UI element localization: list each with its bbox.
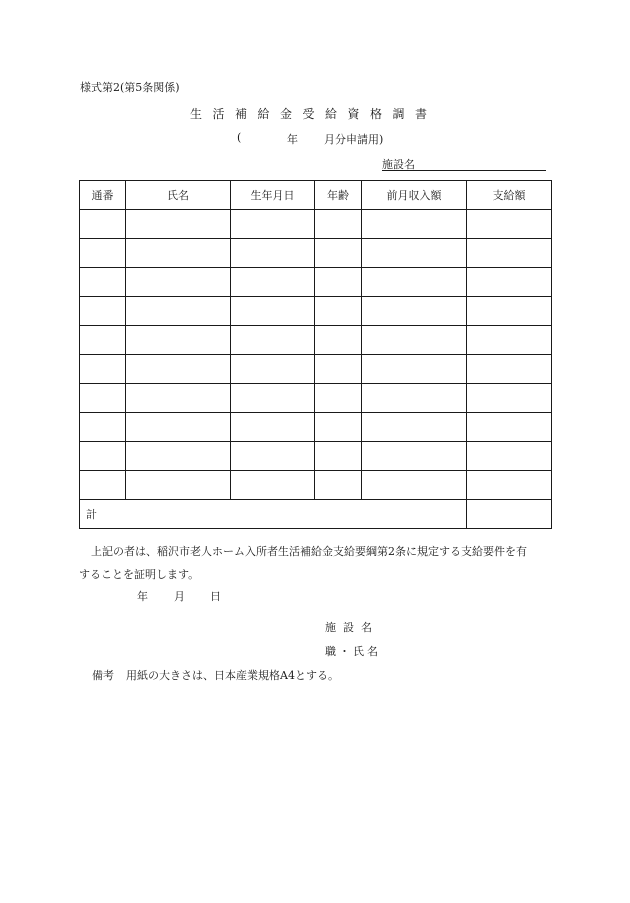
total-row [80,500,552,529]
col-header-birthdate: 生年月日 [231,181,315,210]
table-row [80,384,552,413]
table-row [80,210,552,239]
col-header-serial: 通番 [80,181,126,210]
col-header-payment: 支給額 [467,181,552,210]
table-header-row [80,181,552,210]
name-cell[interactable] [126,268,231,297]
prev-income-cell[interactable] [362,471,467,500]
table-row [80,442,552,471]
serial-cell[interactable] [80,442,126,471]
birthdate-cell[interactable] [231,297,315,326]
certification-text-line-1: 上記の者は、稲沢市老人ホーム入所者生活補給金支給要綱第2条に規定する支給要件を有 [91,545,527,558]
total-payment-cell[interactable] [467,500,552,529]
age-cell[interactable] [315,210,362,239]
period-open-paren: ( [237,131,242,144]
table-row [80,297,552,326]
recipient-table [79,180,552,529]
application-period [237,131,384,146]
serial-cell[interactable] [80,471,126,500]
payment-cell[interactable] [467,268,552,297]
name-cell[interactable] [126,239,231,268]
prev-income-cell[interactable] [362,413,467,442]
table-row [80,239,552,268]
payment-cell[interactable] [467,471,552,500]
birthdate-cell[interactable] [231,384,315,413]
serial-cell[interactable] [80,268,126,297]
birthdate-cell[interactable] [231,210,315,239]
payment-cell[interactable] [467,239,552,268]
col-header-age: 年齢 [315,181,362,210]
age-cell[interactable] [315,355,362,384]
prev-income-cell[interactable] [362,384,467,413]
period-month-label: 月分申請用) [324,133,384,146]
name-cell[interactable] [126,210,231,239]
remarks-label: 備考 [92,669,114,682]
payment-cell[interactable] [467,210,552,239]
serial-cell[interactable] [80,297,126,326]
total-label: 計 [80,500,467,529]
age-cell[interactable] [315,413,362,442]
age-cell[interactable] [315,239,362,268]
name-cell[interactable] [126,413,231,442]
date-month-label: 月 [174,590,185,603]
name-cell[interactable] [126,384,231,413]
birthdate-cell[interactable] [231,268,315,297]
payment-cell[interactable] [467,384,552,413]
table-row [80,326,552,355]
birthdate-cell[interactable] [231,442,315,471]
table-body [80,210,552,500]
remarks-text: 用紙の大きさは、日本産業規格A4とする。 [126,669,339,682]
serial-cell[interactable] [80,239,126,268]
signature-title-name-label: 職・氏名 [325,645,381,658]
table-row [80,268,552,297]
birthdate-cell[interactable] [231,471,315,500]
form-number: 様式第2(第5条関係) [80,81,180,94]
serial-cell[interactable] [80,413,126,442]
prev-income-cell[interactable] [362,210,467,239]
name-cell[interactable] [126,471,231,500]
name-cell[interactable] [126,355,231,384]
prev-income-cell[interactable] [362,326,467,355]
col-header-prev-income: 前月収入額 [362,181,467,210]
serial-cell[interactable] [80,326,126,355]
facility-name-field[interactable]: 施設名 [382,156,546,171]
age-cell[interactable] [315,268,362,297]
name-cell[interactable] [126,297,231,326]
payment-cell[interactable] [467,326,552,355]
prev-income-cell[interactable] [362,442,467,471]
birthdate-cell[interactable] [231,239,315,268]
table-row [80,355,552,384]
age-cell[interactable] [315,471,362,500]
birthdate-cell[interactable] [231,413,315,442]
signature-facility-label: 施設名 [325,621,379,634]
birthdate-cell[interactable] [231,326,315,355]
payment-cell[interactable] [467,355,552,384]
age-cell[interactable] [315,326,362,355]
table-row [80,471,552,500]
serial-cell[interactable] [80,355,126,384]
payment-cell[interactable] [467,413,552,442]
payment-cell[interactable] [467,297,552,326]
age-cell[interactable] [315,297,362,326]
document-title: 生活補給金受給資格調書 [190,107,438,121]
serial-cell[interactable] [80,384,126,413]
prev-income-cell[interactable] [362,355,467,384]
serial-cell[interactable] [80,210,126,239]
payment-cell[interactable] [467,442,552,471]
prev-income-cell[interactable] [362,239,467,268]
age-cell[interactable] [315,442,362,471]
date-day-label: 日 [210,590,221,603]
birthdate-cell[interactable] [231,355,315,384]
table-row [80,413,552,442]
period-year-label: 年 [287,133,298,146]
date-year-label: 年 [137,590,148,603]
prev-income-cell[interactable] [362,297,467,326]
col-header-name: 氏名 [126,181,231,210]
name-cell[interactable] [126,326,231,355]
name-cell[interactable] [126,442,231,471]
age-cell[interactable] [315,384,362,413]
certification-text-line-2: することを証明します。 [79,568,200,581]
prev-income-cell[interactable] [362,268,467,297]
